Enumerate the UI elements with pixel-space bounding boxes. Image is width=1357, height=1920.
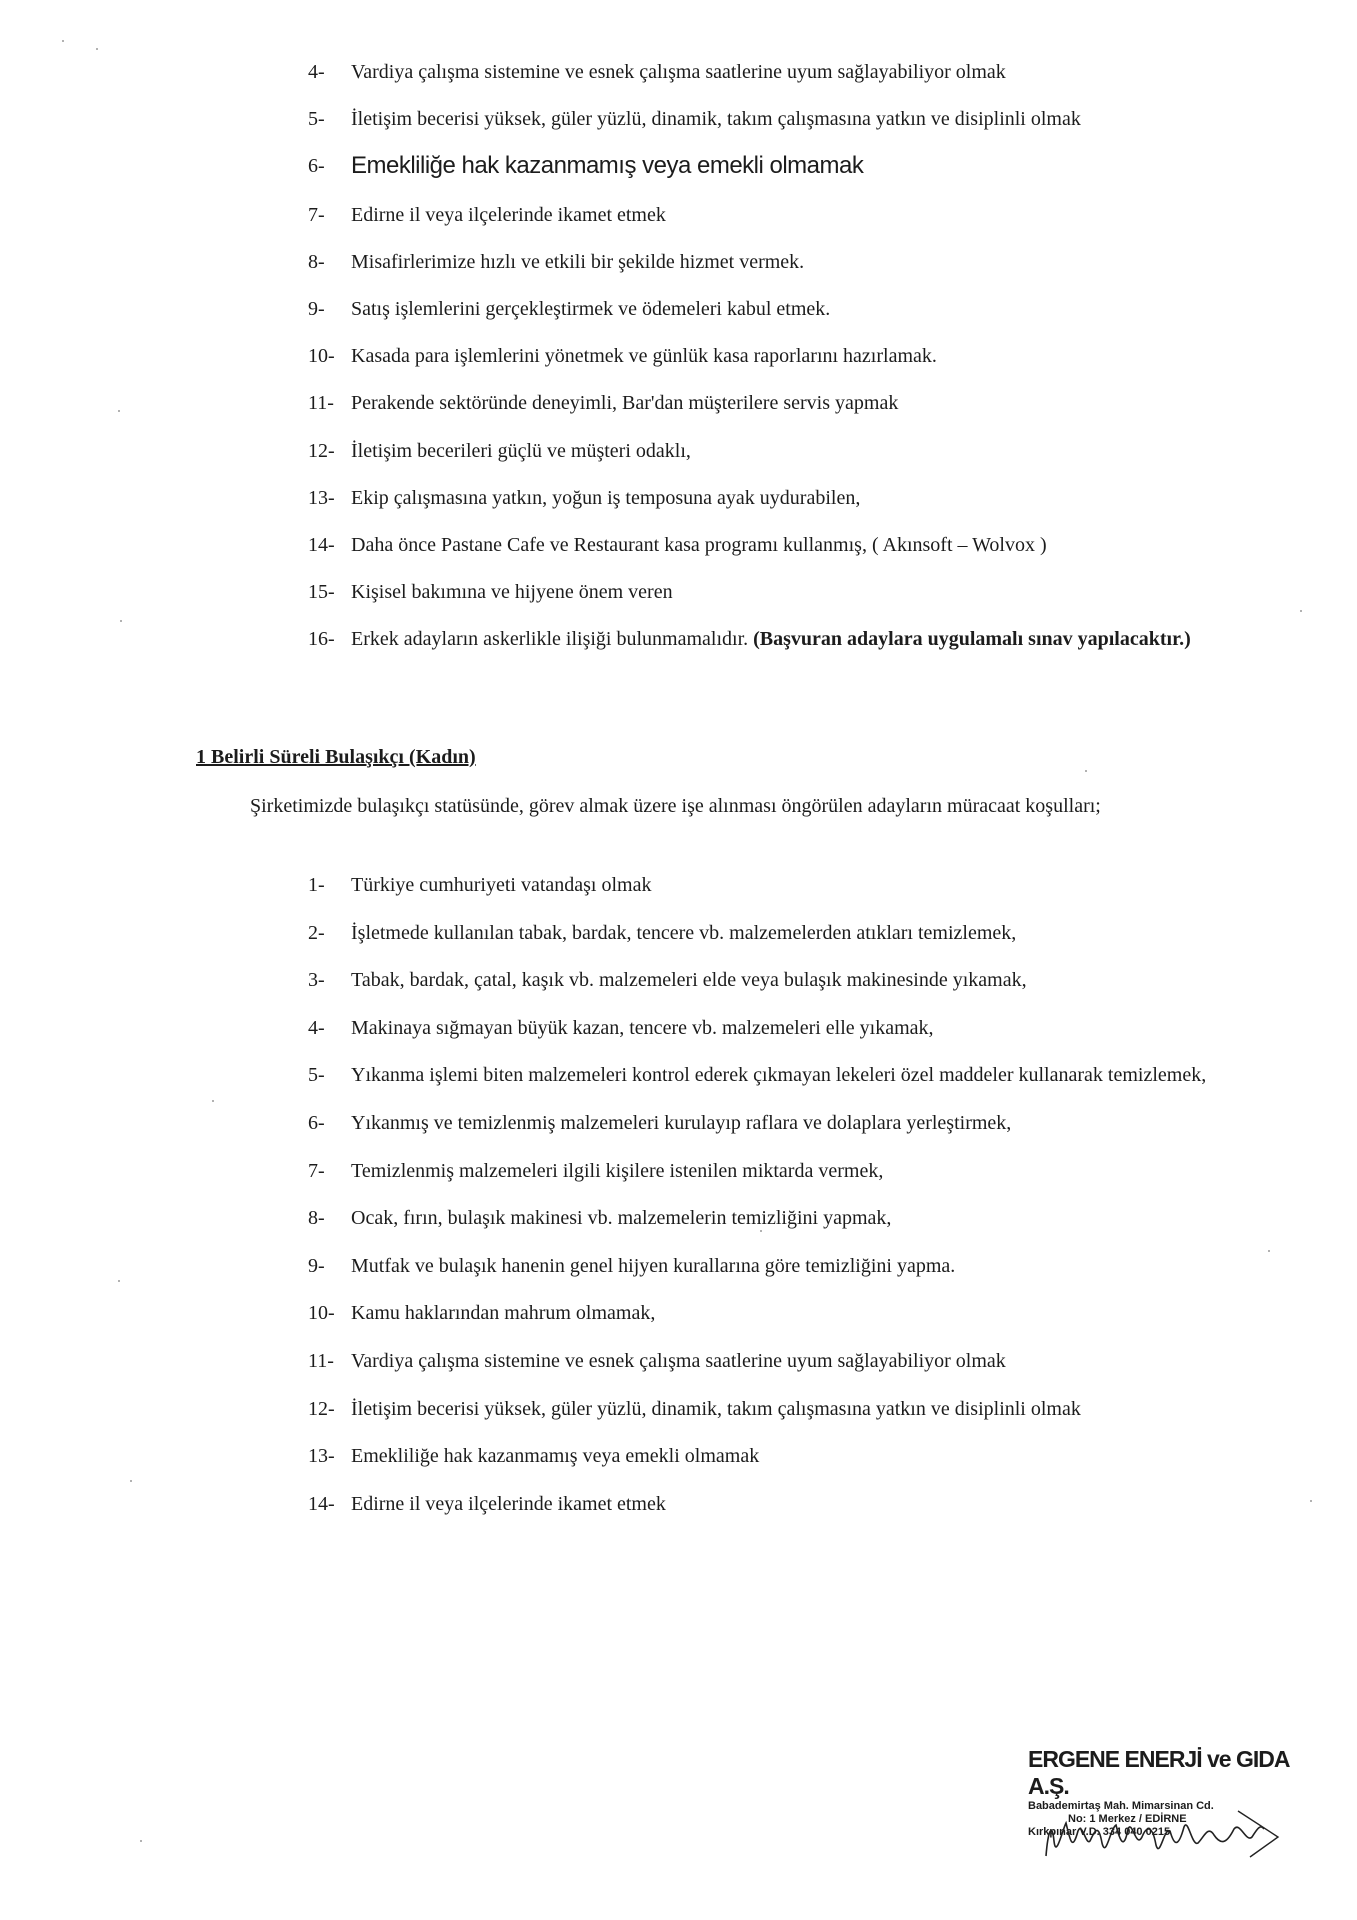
stamp-company-name: ERGENE ENERJİ ve GIDA A.Ş. [1028, 1746, 1289, 1799]
list-item-number: 4- [308, 61, 325, 83]
stamp-address-line: No: 1 Merkez / EDİRNE [1068, 1813, 1187, 1825]
list-item [308, 58, 1208, 86]
list-item [308, 1204, 1208, 1232]
company-stamp [1028, 1746, 1298, 1876]
section-heading: 1 Belirli Süreli Bulaşıkçı (Kadın) [196, 746, 476, 768]
list-item [308, 1252, 1208, 1280]
scan-speck [1268, 1250, 1270, 1252]
list-item-text: İletişim becerileri güçlü ve müşteri odaklı, [351, 439, 691, 462]
list-item [308, 389, 1208, 417]
scan-speck [118, 410, 120, 412]
list-item-number: 11- [308, 392, 334, 415]
list-item [308, 1395, 1208, 1423]
scan-speck [62, 40, 64, 42]
list-item-text: Mutfak ve bulaşık hanenin genel hijyen kurallarına göre temizliğini yapma. [351, 1254, 956, 1277]
list-item-number: 13- [308, 1445, 335, 1468]
section-intro-text: Şirketimizde bulaşıkçı statüsünde, görev almak üzere işe alınması öngörülen adayların müracaat koşulları; [250, 795, 1101, 817]
list-item-number: 12- [308, 1397, 335, 1420]
list-item-text: Yıkanma işlemi biten malzemeleri kontrol ederek çıkmayan lekeleri özel maddeler kullanarak temizlemek, [351, 1064, 1207, 1087]
list-item-number: 8- [308, 250, 325, 273]
list-item-text: Perakende sektöründe deneyimli, Bar'dan müşterilere servis yapmak [351, 392, 899, 415]
list-item-text: Ocak, fırın, bulaşık makinesi vb. malzemelerin temizliğini yapmak, [351, 1207, 892, 1230]
list-item [308, 248, 1208, 276]
list-item [308, 531, 1208, 559]
list-item-text: Daha önce Pastane Cafe ve Restaurant kasa programı kullanmış, ( Akınsoft – Wolvox ) [351, 533, 1047, 556]
list-item-number: 4- [308, 1016, 325, 1039]
list-item-text: İşletmede kullanılan tabak, bardak, tencere vb. malzemelerden atıkları temizlemek, [351, 921, 1017, 944]
list-item-number: 10- [308, 345, 335, 368]
scan-speck [130, 1480, 132, 1482]
list-item-number: 5- [308, 108, 325, 131]
list-item [308, 152, 1208, 181]
requirements-list-cashier [308, 58, 1208, 672]
list-item-number: 7- [308, 1159, 325, 1182]
list-item-number: 8- [308, 1207, 325, 1230]
scan-speck [140, 1840, 142, 1842]
list-item-number: 15- [308, 581, 335, 604]
list-item-text: Tabak, bardak, çatal, kaşık vb. malzemeleri elde veya bulaşık makinesinde yıkamak, [351, 969, 1027, 992]
scan-speck [212, 1100, 214, 1102]
scan-speck [1300, 610, 1302, 612]
list-item [308, 295, 1208, 323]
list-item [308, 1109, 1208, 1137]
list-item [308, 1014, 1208, 1042]
list-item-text: Emekliliğe hak kazanmamış veya emekli olmamak [351, 152, 864, 180]
list-item-number: 12- [308, 439, 335, 462]
list-item-number: 6- [308, 1111, 325, 1134]
list-item-text: Temizlenmiş malzemeleri ilgili kişilere istenilen miktarda vermek, [351, 1159, 884, 1182]
scan-speck [760, 1230, 762, 1232]
list-item [308, 342, 1208, 370]
stamp-address-line: Babademirtaş Mah. Mimarsinan Cd. [1028, 1800, 1214, 1812]
section-intro [175, 791, 1235, 822]
list-item [308, 1442, 1208, 1470]
list-item [308, 1299, 1208, 1327]
list-item-text: Kamu haklarından mahrum olmamak, [351, 1302, 656, 1325]
list-item-text: Yıkanmış ve temizlenmiş malzemeleri kurulayıp raflara ve dolaplara yerleştirmek, [351, 1111, 1012, 1134]
list-item [308, 919, 1208, 947]
list-item-number: 3- [308, 969, 325, 992]
list-item-number: 5- [308, 1064, 325, 1087]
list-item-text: Makinaya sığmayan büyük kazan, tencere vb. malzemeleri elle yıkamak, [351, 1016, 934, 1039]
list-item-text: Edirne il veya ilçelerinde ikamet etmek [351, 203, 666, 226]
list-item-note: (Başvuran adaylara uygulamalı sınav yapılacaktır.) [753, 628, 1191, 651]
list-item [308, 484, 1208, 512]
list-item-number: 13- [308, 486, 335, 509]
signature-icon [1028, 1801, 1298, 1871]
list-item-text: Misafirlerimize hızlı ve etkili bir şekilde hizmet vermek. [351, 250, 805, 273]
list-item-text: Edirne il veya ilçelerinde ikamet etmek [351, 1492, 666, 1515]
list-item [308, 966, 1208, 994]
list-item [308, 105, 1208, 133]
list-item-number: 14- [308, 533, 335, 556]
scan-speck [120, 620, 122, 622]
scan-speck [1085, 770, 1087, 772]
list-item [308, 578, 1208, 606]
list-item-text: Ekip çalışmasına yatkın, yoğun iş temposuna ayak uydurabilen, [351, 486, 861, 509]
list-item-text: İletişim becerisi yüksek, güler yüzlü, dinamik, takım çalışmasına yatkın ve disiplinli olmak [351, 1397, 1081, 1420]
list-item-text: Vardiya çalışma sistemine ve esnek çalışma saatlerine uyum sağlayabiliyor olmak [351, 61, 1006, 83]
list-item [308, 1157, 1208, 1185]
list-item-number: 14- [308, 1492, 335, 1515]
list-item-number: 9- [308, 1254, 325, 1277]
list-item-text: Satış işlemlerini gerçekleştirmek ve ödemeleri kabul etmek. [351, 297, 831, 320]
list-item-text: Türkiye cumhuriyeti vatandaşı olmak [351, 874, 652, 896]
list-item-number: 6- [308, 155, 325, 178]
list-item-number: 2- [308, 921, 325, 944]
list-item-text: Erkek adayların askerlikle ilişiği bulunmamalıdır. [351, 628, 749, 651]
stamp-tax-line: Kırkpınar V.D. 334 040 0215 [1028, 1826, 1171, 1838]
list-item-text: Kişisel bakımına ve hijyene önem veren [351, 581, 673, 604]
list-item-text: Emekliliğe hak kazanmamış veya emekli olmamak [351, 1445, 760, 1468]
list-item [308, 1061, 1208, 1089]
list-item [308, 1347, 1208, 1375]
list-item-number: 1- [308, 874, 325, 896]
list-item-text: Vardiya çalışma sistemine ve esnek çalışma saatlerine uyum sağlayabiliyor olmak [351, 1349, 1006, 1372]
list-item-number: 11- [308, 1349, 334, 1372]
list-item [308, 1490, 1208, 1518]
list-item-text: İletişim becerisi yüksek, güler yüzlü, dinamik, takım çalışmasına yatkın ve disiplinli olmak [351, 108, 1081, 131]
list-item-number: 7- [308, 203, 325, 226]
list-item-number: 16- [308, 628, 335, 651]
list-item-number: 10- [308, 1302, 335, 1325]
list-item [308, 437, 1208, 465]
list-item-text: Kasada para işlemlerini yönetmek ve günlük kasa raporlarını hazırlamak. [351, 345, 937, 368]
list-item [308, 871, 1208, 899]
list-item-number: 9- [308, 297, 325, 320]
list-item [308, 625, 1208, 653]
scan-speck [118, 1280, 120, 1282]
scan-speck [1310, 1500, 1312, 1502]
requirements-list-dishwasher [308, 871, 1208, 1537]
list-item [308, 201, 1208, 229]
scan-speck [96, 48, 98, 50]
